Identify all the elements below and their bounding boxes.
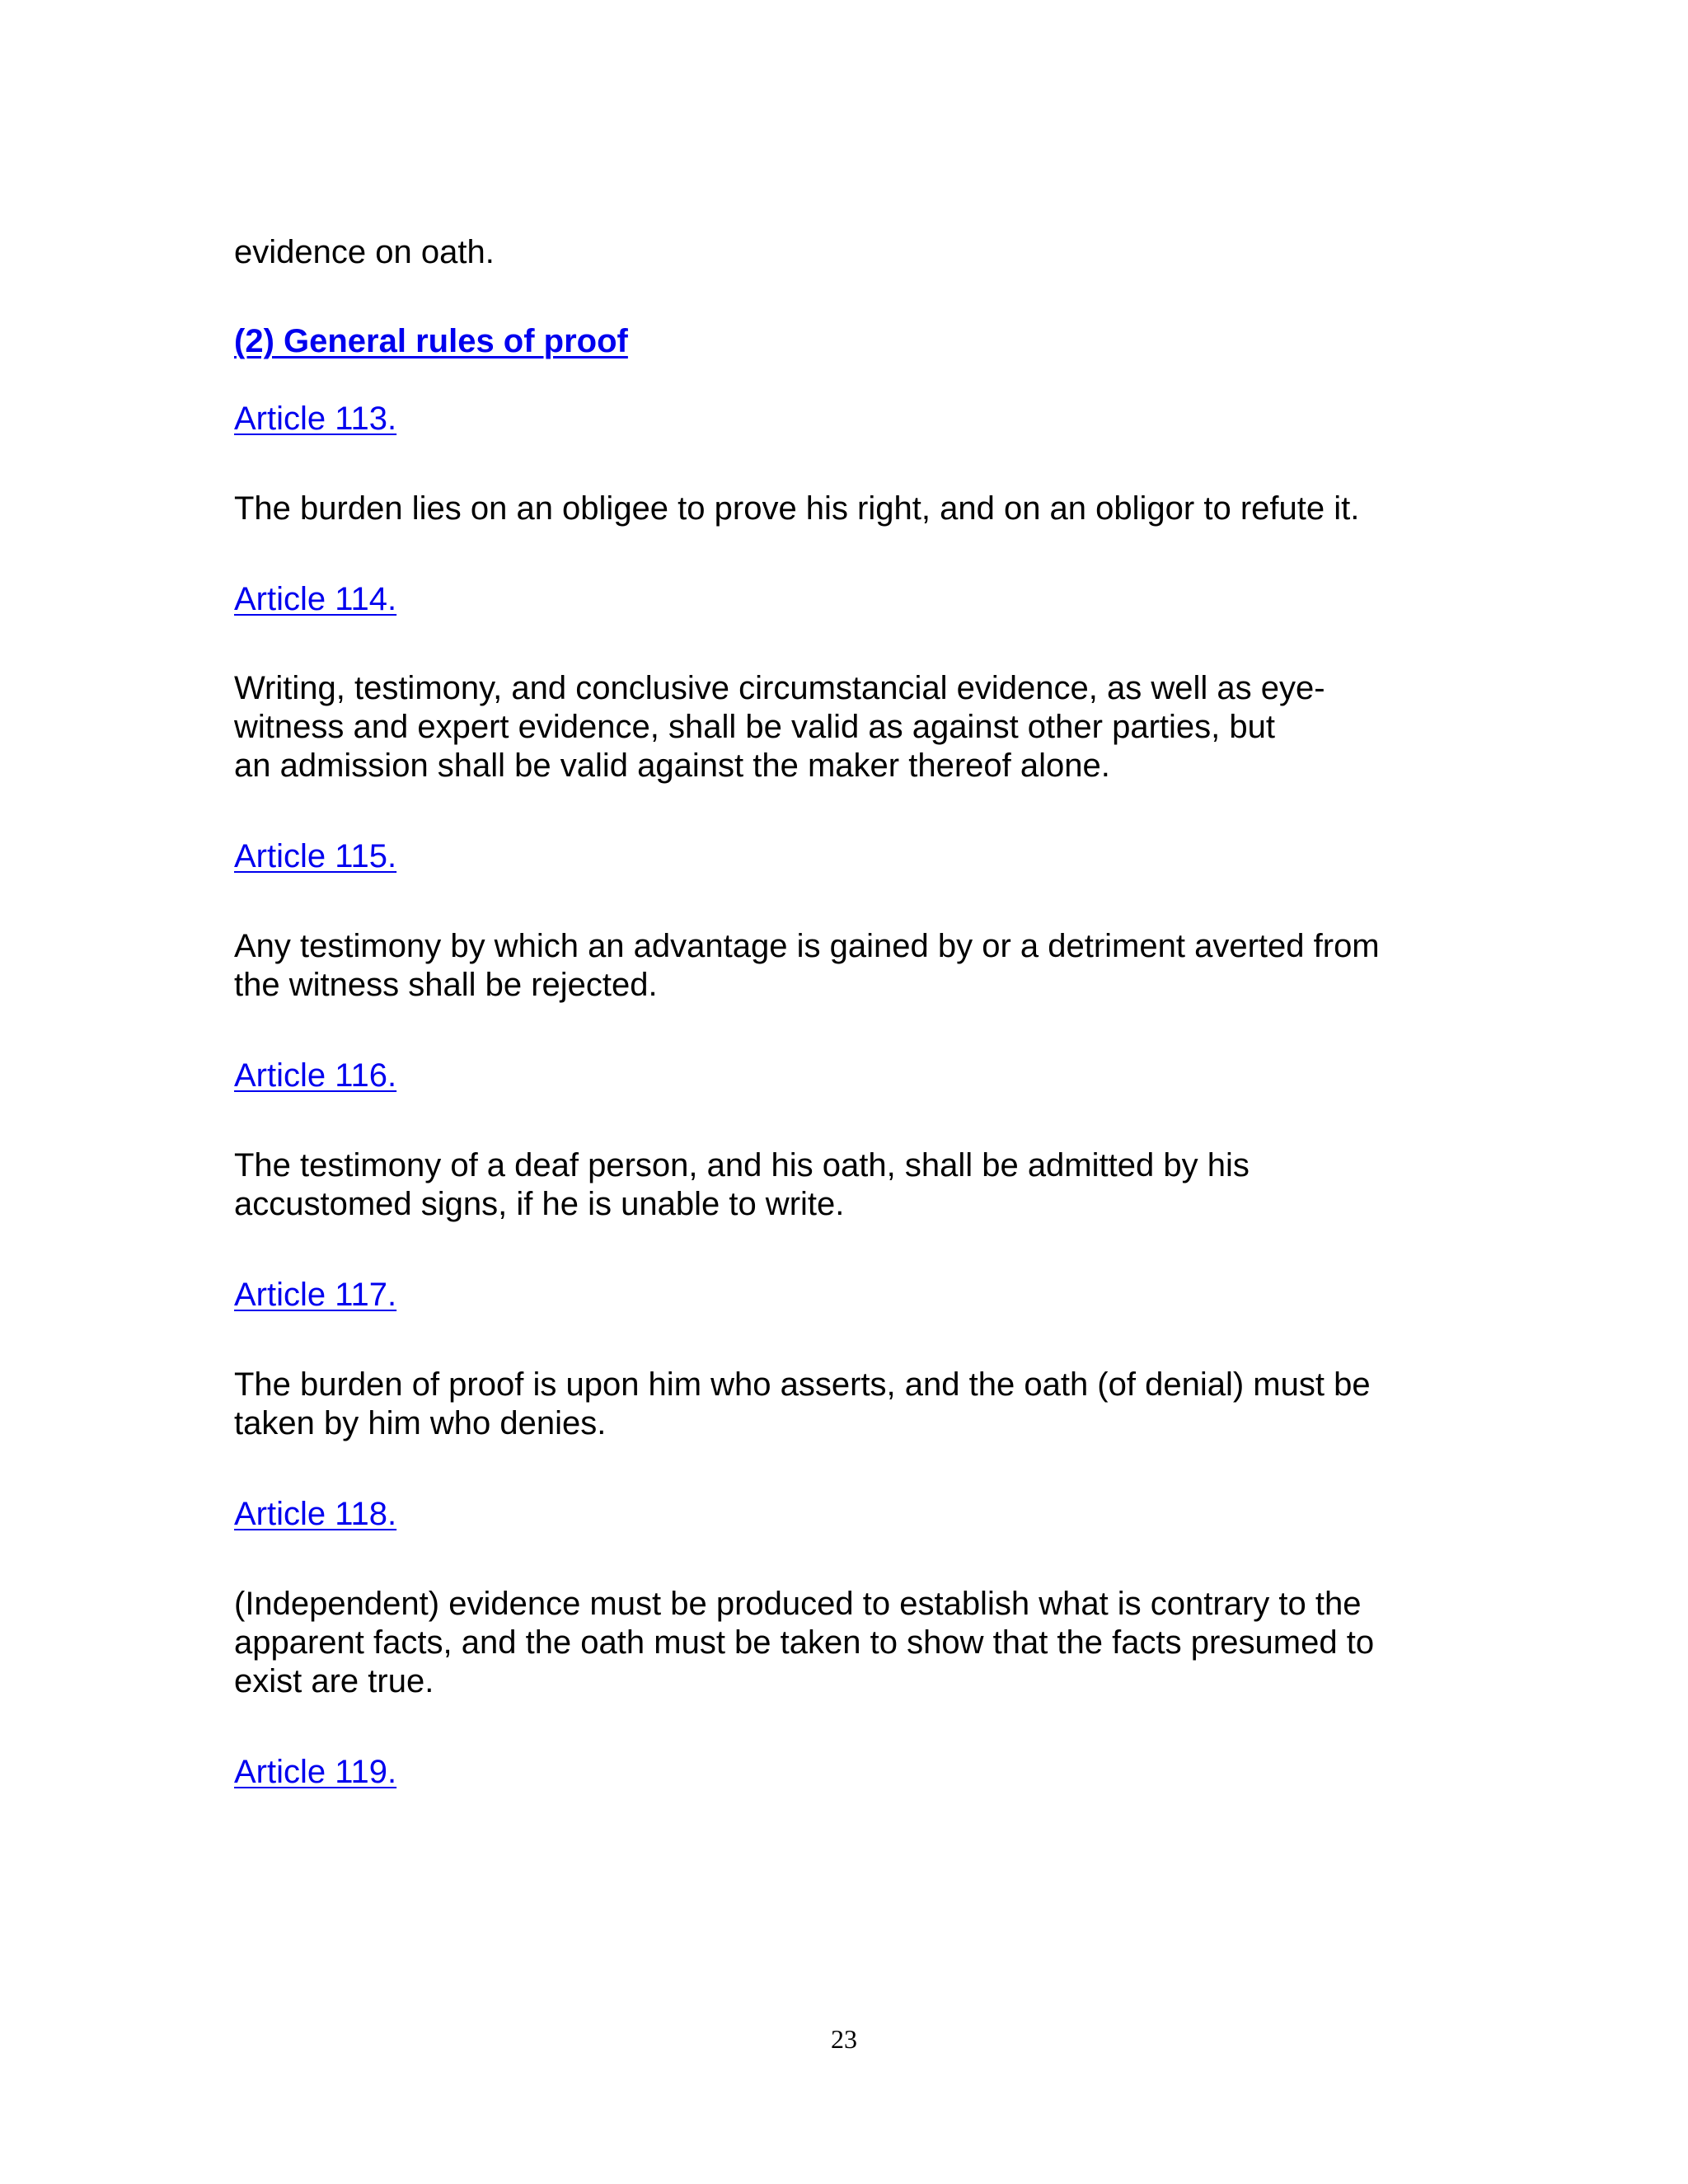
article-116-text-line-1: The testimony of a deaf person, and his oath, shall be admitted by his [234,1147,1250,1183]
article-114-text-line-2: witness and expert evidence, shall be valid as against other parties, but [234,709,1275,745]
article-113-text-line-1: The burden lies on an obligee to prove his right, and on an obligor to refute it. [234,490,1360,527]
article-114-link[interactable]: Article 114. [234,581,397,617]
article-116-link[interactable]: Article 116. [234,1057,397,1094]
section-heading-link[interactable]: (2) General rules of proof [234,323,628,359]
article-117-text-line-1: The burden of proof is upon him who asserts, and the oath (of denial) must be [234,1366,1371,1403]
page-number: 23 [831,2024,857,2054]
article-113-link[interactable]: Article 113. [234,401,397,437]
article-115-text-line-2: the witness shall be rejected. [234,967,658,1003]
article-118-text-line-2: apparent facts, and the oath must be taken to show that the facts presumed to [234,1624,1375,1661]
article-119-link[interactable]: Article 119. [234,1754,397,1790]
article-118-text-line-3: exist are true. [234,1663,434,1699]
article-118-link[interactable]: Article 118. [234,1496,397,1532]
article-115-link[interactable]: Article 115. [234,838,397,874]
continuation-text: evidence on oath. [234,234,495,270]
article-117-text-line-2: taken by him who denies. [234,1405,607,1441]
article-116-text-line-2: accustomed signs, if he is unable to write. [234,1186,845,1222]
article-115-text-line-1: Any testimony by which an advantage is gained by or a detriment averted from [234,928,1380,964]
article-117-link[interactable]: Article 117. [234,1277,397,1313]
article-114-text-line-3: an admission shall be valid against the maker thereof alone. [234,748,1110,784]
article-118-text-line-1: (Independent) evidence must be produced to establish what is contrary to the [234,1586,1362,1622]
article-114-text-line-1: Writing, testimony, and conclusive circumstancial evidence, as well as eye- [234,670,1325,706]
